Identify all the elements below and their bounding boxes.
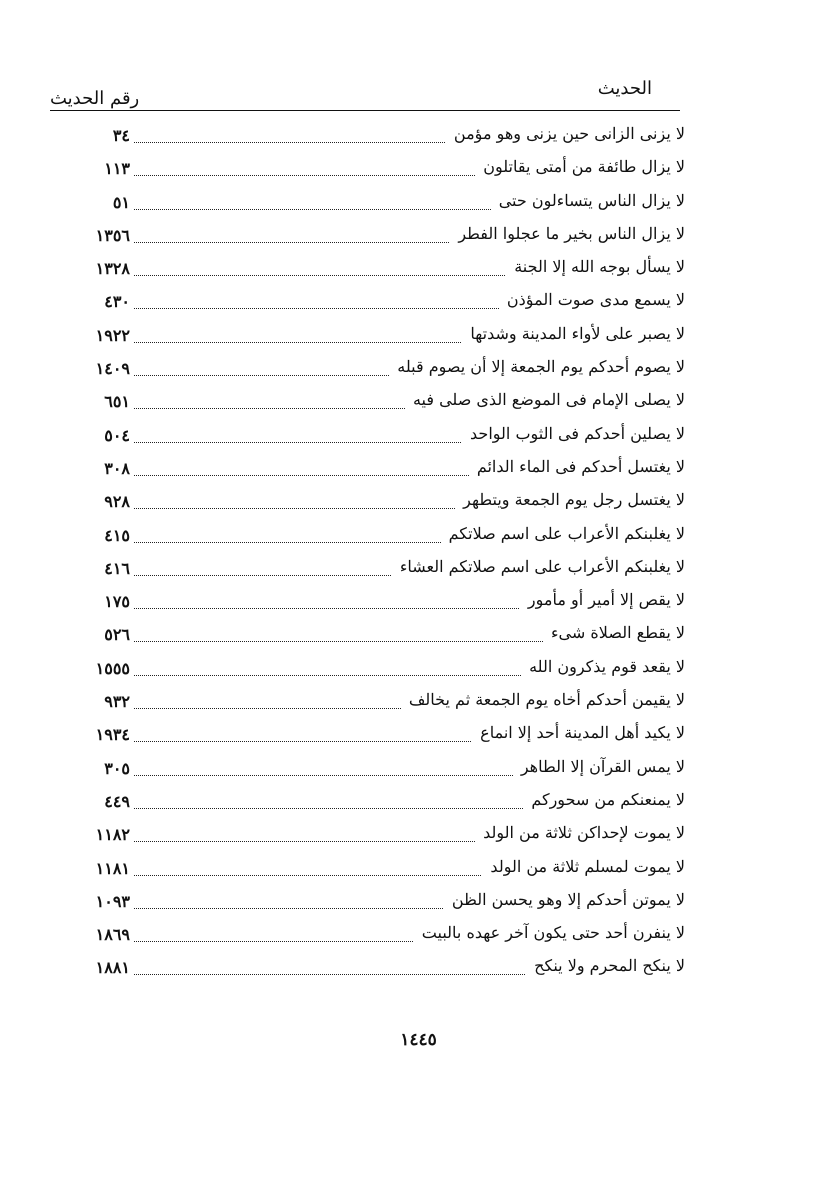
hadith-number: ١١٨١ (74, 859, 130, 878)
hadith-number: ١٨٨١ (74, 958, 130, 977)
index-entry (60, 719, 685, 752)
index-entry (60, 120, 685, 153)
hadith-text: لا يسمع مدى صوت المؤذن (499, 290, 685, 309)
hadith-text: لا يغلبنكم الأعراب على اسم صلاتكم العشاء (392, 557, 685, 576)
hadith-text: لا يكيد أهل المدينة أحد إلا انماع (472, 723, 685, 742)
index-entry (60, 952, 685, 985)
hadith-number: ٤١٥ (74, 526, 130, 545)
hadith-text: لا يسأل بوجه الله إلا الجنة (506, 257, 685, 276)
index-entry (60, 253, 685, 286)
hadith-text: لا يموتن أحدكم إلا وهو يحسن الظن (444, 890, 685, 909)
index-entry (60, 520, 685, 553)
hadith-number: ١٩٣٤ (74, 725, 130, 744)
index-entry (60, 886, 685, 919)
hadith-text: لا يغتسل أحدكم فى الماء الدائم (469, 457, 685, 476)
hadith-number: ١٣٢٨ (74, 259, 130, 278)
index-entry (60, 486, 685, 519)
index-entry (60, 220, 685, 253)
hadith-text: لا يموت لإحداكن ثلاثة من الولد (475, 823, 685, 842)
index-entry (60, 619, 685, 652)
index-entry (60, 153, 685, 186)
hadith-text: لا يقص إلا أمير أو مأمور (520, 590, 685, 609)
index-entry (60, 586, 685, 619)
index-entry (60, 653, 685, 686)
hadith-number: ٤١٦ (74, 559, 130, 578)
index-entry (60, 420, 685, 453)
hadith-text: لا يقطع الصلاة شىء (543, 623, 685, 642)
hadith-number: ١٣٥٦ (74, 226, 130, 245)
hadith-number: ٥٠٤ (74, 426, 130, 445)
hadith-number: ٩٢٨ (74, 492, 130, 511)
column-heading-hadith: الحديث (597, 78, 652, 99)
index-entry (60, 187, 685, 220)
hadith-number: ١٠٩٣ (74, 892, 130, 911)
hadith-index-list (60, 120, 685, 986)
index-entry (60, 353, 685, 386)
hadith-number: ١١٨٢ (74, 825, 130, 844)
hadith-number: ١١٣ (74, 159, 130, 178)
hadith-text: لا يقعد قوم يذكرون الله (521, 657, 685, 676)
hadith-text: لا يزال طائفة من أمتى يقاتلون (475, 157, 685, 176)
column-heading-hadith-number: رقم الحديث (50, 88, 140, 109)
index-entry (60, 386, 685, 419)
hadith-number: ٥١ (74, 193, 130, 212)
hadith-text: لا يغتسل رجل يوم الجمعة ويتطهر (455, 490, 685, 509)
hadith-text: لا يصبر على لأواء المدينة وشدتها (462, 324, 685, 343)
hadith-number: ٦٥١ (74, 392, 130, 411)
hadith-text: لا يمنعنكم من سحوركم (523, 790, 685, 809)
page-number: ١٤٤٥ (400, 1030, 437, 1050)
hadith-number: ٣٠٨ (74, 459, 130, 478)
hadith-number: ٥٢٦ (74, 625, 130, 644)
hadith-number: ٩٣٢ (74, 692, 130, 711)
index-entry (60, 320, 685, 353)
hadith-text: لا يصلين أحدكم فى الثوب الواحد (462, 424, 685, 443)
hadith-number: ٤٤٩ (74, 792, 130, 811)
index-entry (60, 453, 685, 486)
index-entry (60, 753, 685, 786)
hadith-text: لا يصلى الإمام فى الموضع الذى صلى فيه (405, 390, 685, 409)
hadith-text: لا ينفرن أحد حتى يكون آخر عهده بالبيت (414, 923, 685, 942)
index-entry (60, 286, 685, 319)
index-entry (60, 686, 685, 719)
hadith-text: لا يزنى الزانى حين يزنى وهو مؤمن (446, 124, 685, 143)
hadith-text: لا يزال الناس بخير ما عجلوا الفطر (450, 224, 685, 243)
hadith-text: لا ينكح المحرم ولا ينكح (526, 956, 685, 975)
hadith-text: لا يقيمن أحدكم أخاه يوم الجمعة ثم يخالف (401, 690, 685, 709)
hadith-number: ١٩٢٢ (74, 326, 130, 345)
hadith-number: ٣٠٥ (74, 759, 130, 778)
hadith-text: لا يمس القرآن إلا الطاهر (513, 757, 685, 776)
hadith-number: ١٤٠٩ (74, 359, 130, 378)
page-footer (0, 1030, 821, 1050)
index-entry (60, 819, 685, 852)
page-header (50, 78, 680, 108)
hadith-number: ٤٣٠ (74, 292, 130, 311)
index-entry (60, 853, 685, 886)
hadith-number: ١٨٦٩ (74, 925, 130, 944)
hadith-text: لا يزال الناس يتساءلون حتى (491, 191, 685, 210)
index-entry (60, 786, 685, 819)
hadith-number: ١٧٥ (74, 592, 130, 611)
hadith-text: لا يصوم أحدكم يوم الجمعة إلا أن يصوم قبله (389, 357, 685, 376)
header-rule (50, 110, 680, 111)
index-entry (60, 919, 685, 952)
hadith-number: ٣٤ (74, 126, 130, 145)
index-entry (60, 553, 685, 586)
hadith-text: لا يغلبنكم الأعراب على اسم صلاتكم (441, 524, 685, 543)
hadith-number: ١٥٥٥ (74, 659, 130, 678)
hadith-text: لا يموت لمسلم ثلاثة من الولد (482, 857, 685, 876)
